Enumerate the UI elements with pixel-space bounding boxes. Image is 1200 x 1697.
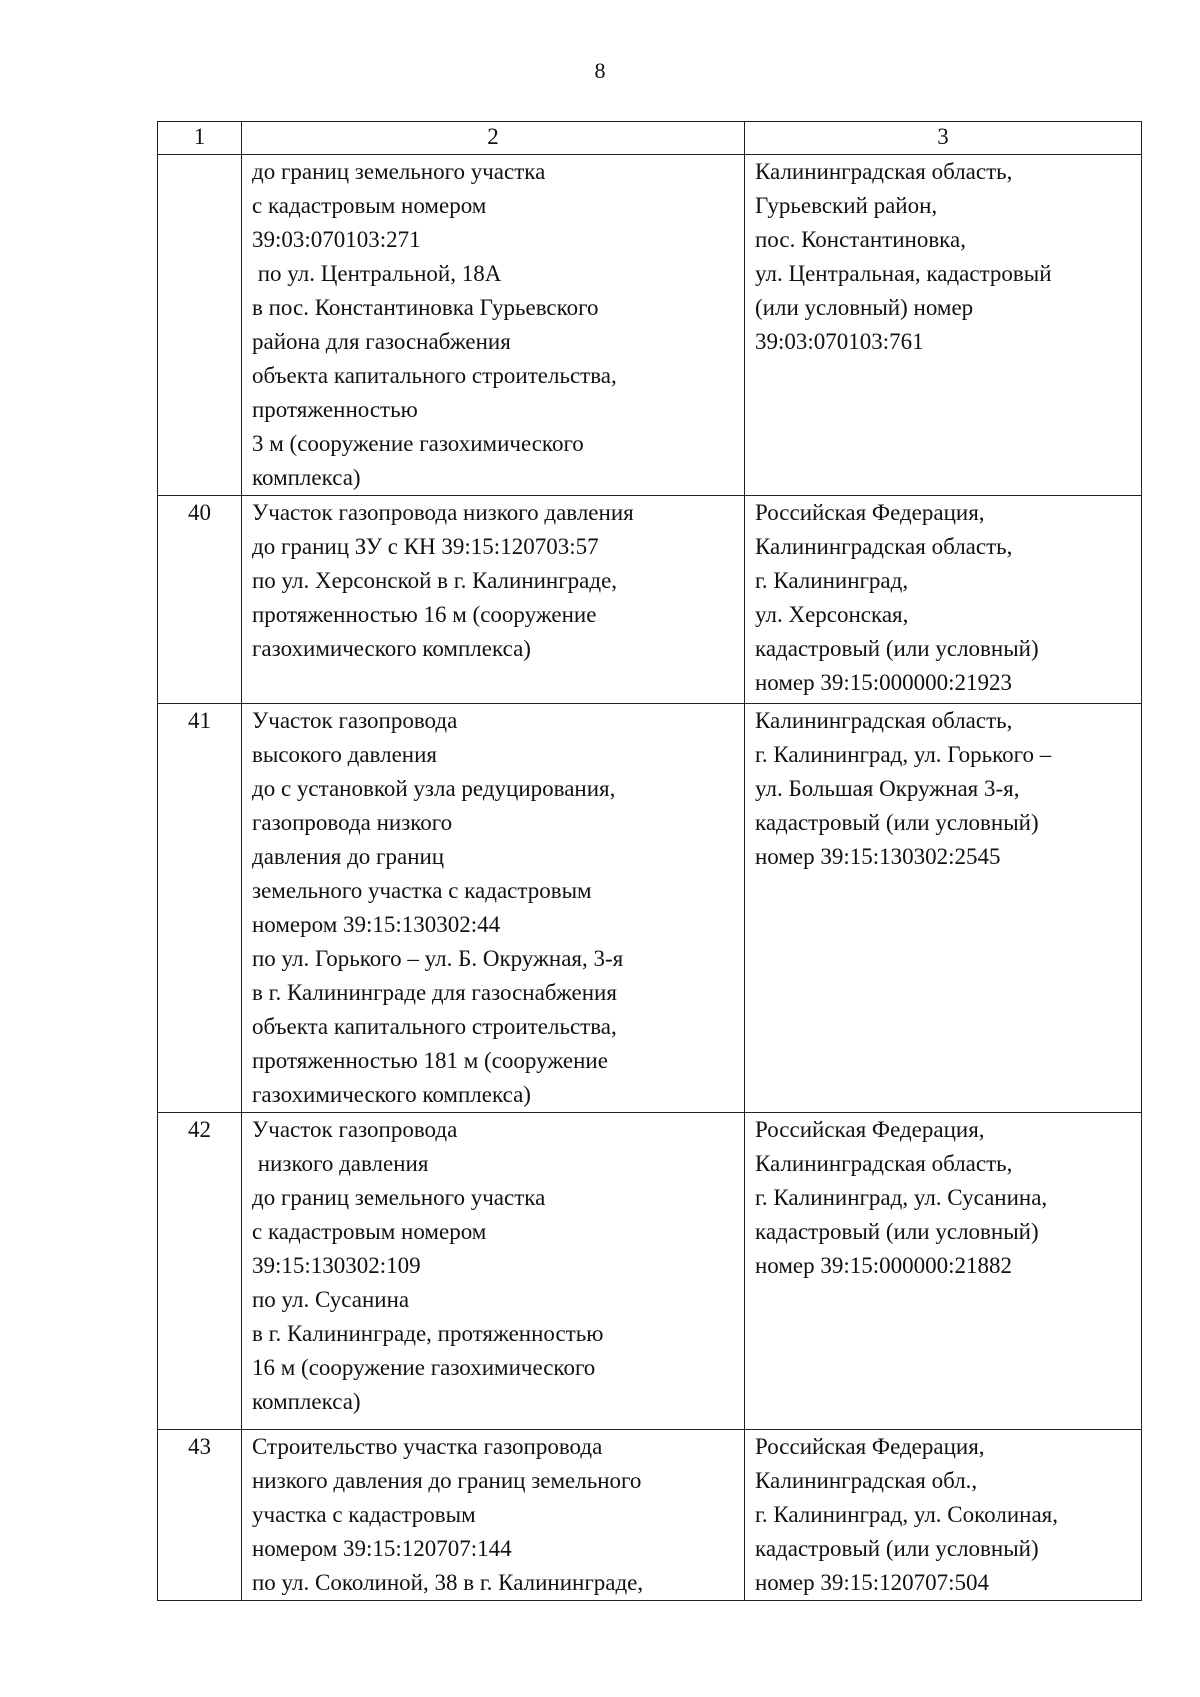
description-line: по ул. Соколиной, 38 в г. Калининграде, — [252, 1570, 644, 1595]
description-line: комплекса) — [252, 465, 361, 490]
location-line: Калининградская область, — [755, 708, 1013, 733]
description-line: протяженностью — [252, 397, 418, 422]
description-line: протяженностью 16 м (сооружение — [252, 602, 597, 627]
location-line: Российская Федерация, — [755, 1434, 985, 1459]
description-line: с кадастровым номером — [252, 1219, 487, 1244]
location-cell — [745, 704, 1142, 1113]
location-line: Калининградская обл., — [755, 1468, 978, 1493]
description-line: низкого давления до границ земельного — [252, 1468, 642, 1493]
location-line: Российская Федерация, — [755, 500, 985, 525]
description-line: 39:15:130302:109 — [252, 1253, 421, 1278]
page-number: 8 — [594, 58, 606, 83]
location-line: номер 39:15:000000:21882 — [755, 1253, 1013, 1278]
location-line: Калининградская область, — [755, 159, 1013, 184]
location-line: (или условный) номер — [755, 295, 974, 320]
description-line: до с установкой узла редуцирования, — [252, 776, 616, 801]
location-line: ул. Херсонская, — [755, 602, 909, 627]
location-line: Российская Федерация, — [755, 1117, 985, 1142]
location-cell — [745, 1113, 1142, 1430]
description-line: низкого давления — [252, 1151, 429, 1176]
table-body — [158, 155, 1142, 1601]
location-line: 39:03:070103:761 — [755, 329, 924, 354]
location-line: г. Калининград, ул. Сусанина, — [755, 1185, 1048, 1210]
description-line: протяженностью 181 м (сооружение — [252, 1048, 608, 1073]
description-line: давления до границ — [252, 844, 445, 869]
row-number-cell — [158, 155, 242, 496]
description-line: в г. Калининграде, протяженностью — [252, 1321, 604, 1346]
description-line: 39:03:070103:271 — [252, 227, 421, 252]
location-cell — [745, 496, 1142, 704]
description-line: Участок газопровода низкого давления — [252, 500, 634, 525]
description-line: высокого давления — [252, 742, 437, 767]
description-line: номером 39:15:130302:44 — [252, 912, 501, 937]
table-row — [158, 496, 1142, 704]
description-line: по ул. Сусанина — [252, 1287, 410, 1312]
location-line: номер 39:15:000000:21923 — [755, 670, 1013, 695]
column-header-location: 3 — [745, 122, 1142, 155]
description-cell — [242, 496, 745, 704]
row-number-cell: 42 — [158, 1113, 242, 1430]
description-cell — [242, 1430, 745, 1601]
description-line: до границ земельного участка — [252, 159, 546, 184]
description-line: в г. Калининграде для газоснабжения — [252, 980, 617, 1005]
location-line: Гурьевский район, — [755, 193, 938, 218]
description-line: по ул. Центральной, 18А — [252, 261, 502, 286]
location-line: кадастровый (или условный) — [755, 1536, 1039, 1561]
description-line: 3 м (сооружение газохимического — [252, 431, 584, 456]
description-line: до границ ЗУ с КН 39:15:120703:57 — [252, 534, 599, 559]
location-line: ул. Центральная, кадастровый — [755, 261, 1052, 286]
description-cell — [242, 704, 745, 1113]
description-line: в пос. Константиновка Гурьевского — [252, 295, 599, 320]
row-number-cell: 40 — [158, 496, 242, 704]
description-line: объекта капитального строительства, — [252, 1014, 617, 1039]
location-line: ул. Большая Окружная 3-я, — [755, 776, 1020, 801]
description-line: Участок газопровода — [252, 1117, 458, 1142]
description-line: земельного участка с кадастровым — [252, 878, 592, 903]
table-header-row — [158, 122, 1142, 155]
description-line: с кадастровым номером — [252, 193, 487, 218]
location-line: Калининградская область, — [755, 534, 1013, 559]
description-cell — [242, 1113, 745, 1430]
location-line: номер 39:15:120707:504 — [755, 1570, 990, 1595]
location-cell — [745, 155, 1142, 496]
description-line: газохимического комплекса) — [252, 636, 531, 661]
location-cell — [745, 1430, 1142, 1601]
description-line: по ул. Горького – ул. Б. Окружная, 3-я — [252, 946, 624, 971]
description-line: 16 м (сооружение газохимического — [252, 1355, 596, 1380]
description-cell — [242, 155, 745, 496]
description-line: объекта капитального строительства, — [252, 363, 617, 388]
description-line: до границ земельного участка — [252, 1185, 546, 1210]
row-number-cell: 41 — [158, 704, 242, 1113]
location-line: кадастровый (или условный) — [755, 1219, 1039, 1244]
location-line: кадастровый (или условный) — [755, 636, 1039, 661]
description-line: газохимического комплекса) — [252, 1082, 531, 1107]
table-row — [158, 704, 1142, 1113]
location-line: г. Калининград, — [755, 568, 909, 593]
column-header-description: 2 — [242, 122, 745, 155]
description-line: Участок газопровода — [252, 708, 458, 733]
registry-table — [157, 121, 1142, 1601]
row-number-cell: 43 — [158, 1430, 242, 1601]
column-header-number: 1 — [158, 122, 242, 155]
table-row — [158, 1430, 1142, 1601]
description-line: комплекса) — [252, 1389, 361, 1414]
location-line: пос. Константиновка, — [755, 227, 966, 252]
description-line: по ул. Херсонской в г. Калининграде, — [252, 568, 618, 593]
location-line: г. Калининград, ул. Соколиная, — [755, 1502, 1058, 1527]
description-line: участка с кадастровым — [252, 1502, 476, 1527]
description-line: Строительство участка газопровода — [252, 1434, 603, 1459]
description-line: номером 39:15:120707:144 — [252, 1536, 512, 1561]
table-row — [158, 1113, 1142, 1430]
location-line: г. Калининград, ул. Горького – — [755, 742, 1052, 767]
location-line: Калининградская область, — [755, 1151, 1013, 1176]
description-line: газопровода низкого — [252, 810, 453, 835]
description-line: района для газоснабжения — [252, 329, 511, 354]
table-row — [158, 155, 1142, 496]
location-line: кадастровый (или условный) — [755, 810, 1039, 835]
location-line: номер 39:15:130302:2545 — [755, 844, 1001, 869]
